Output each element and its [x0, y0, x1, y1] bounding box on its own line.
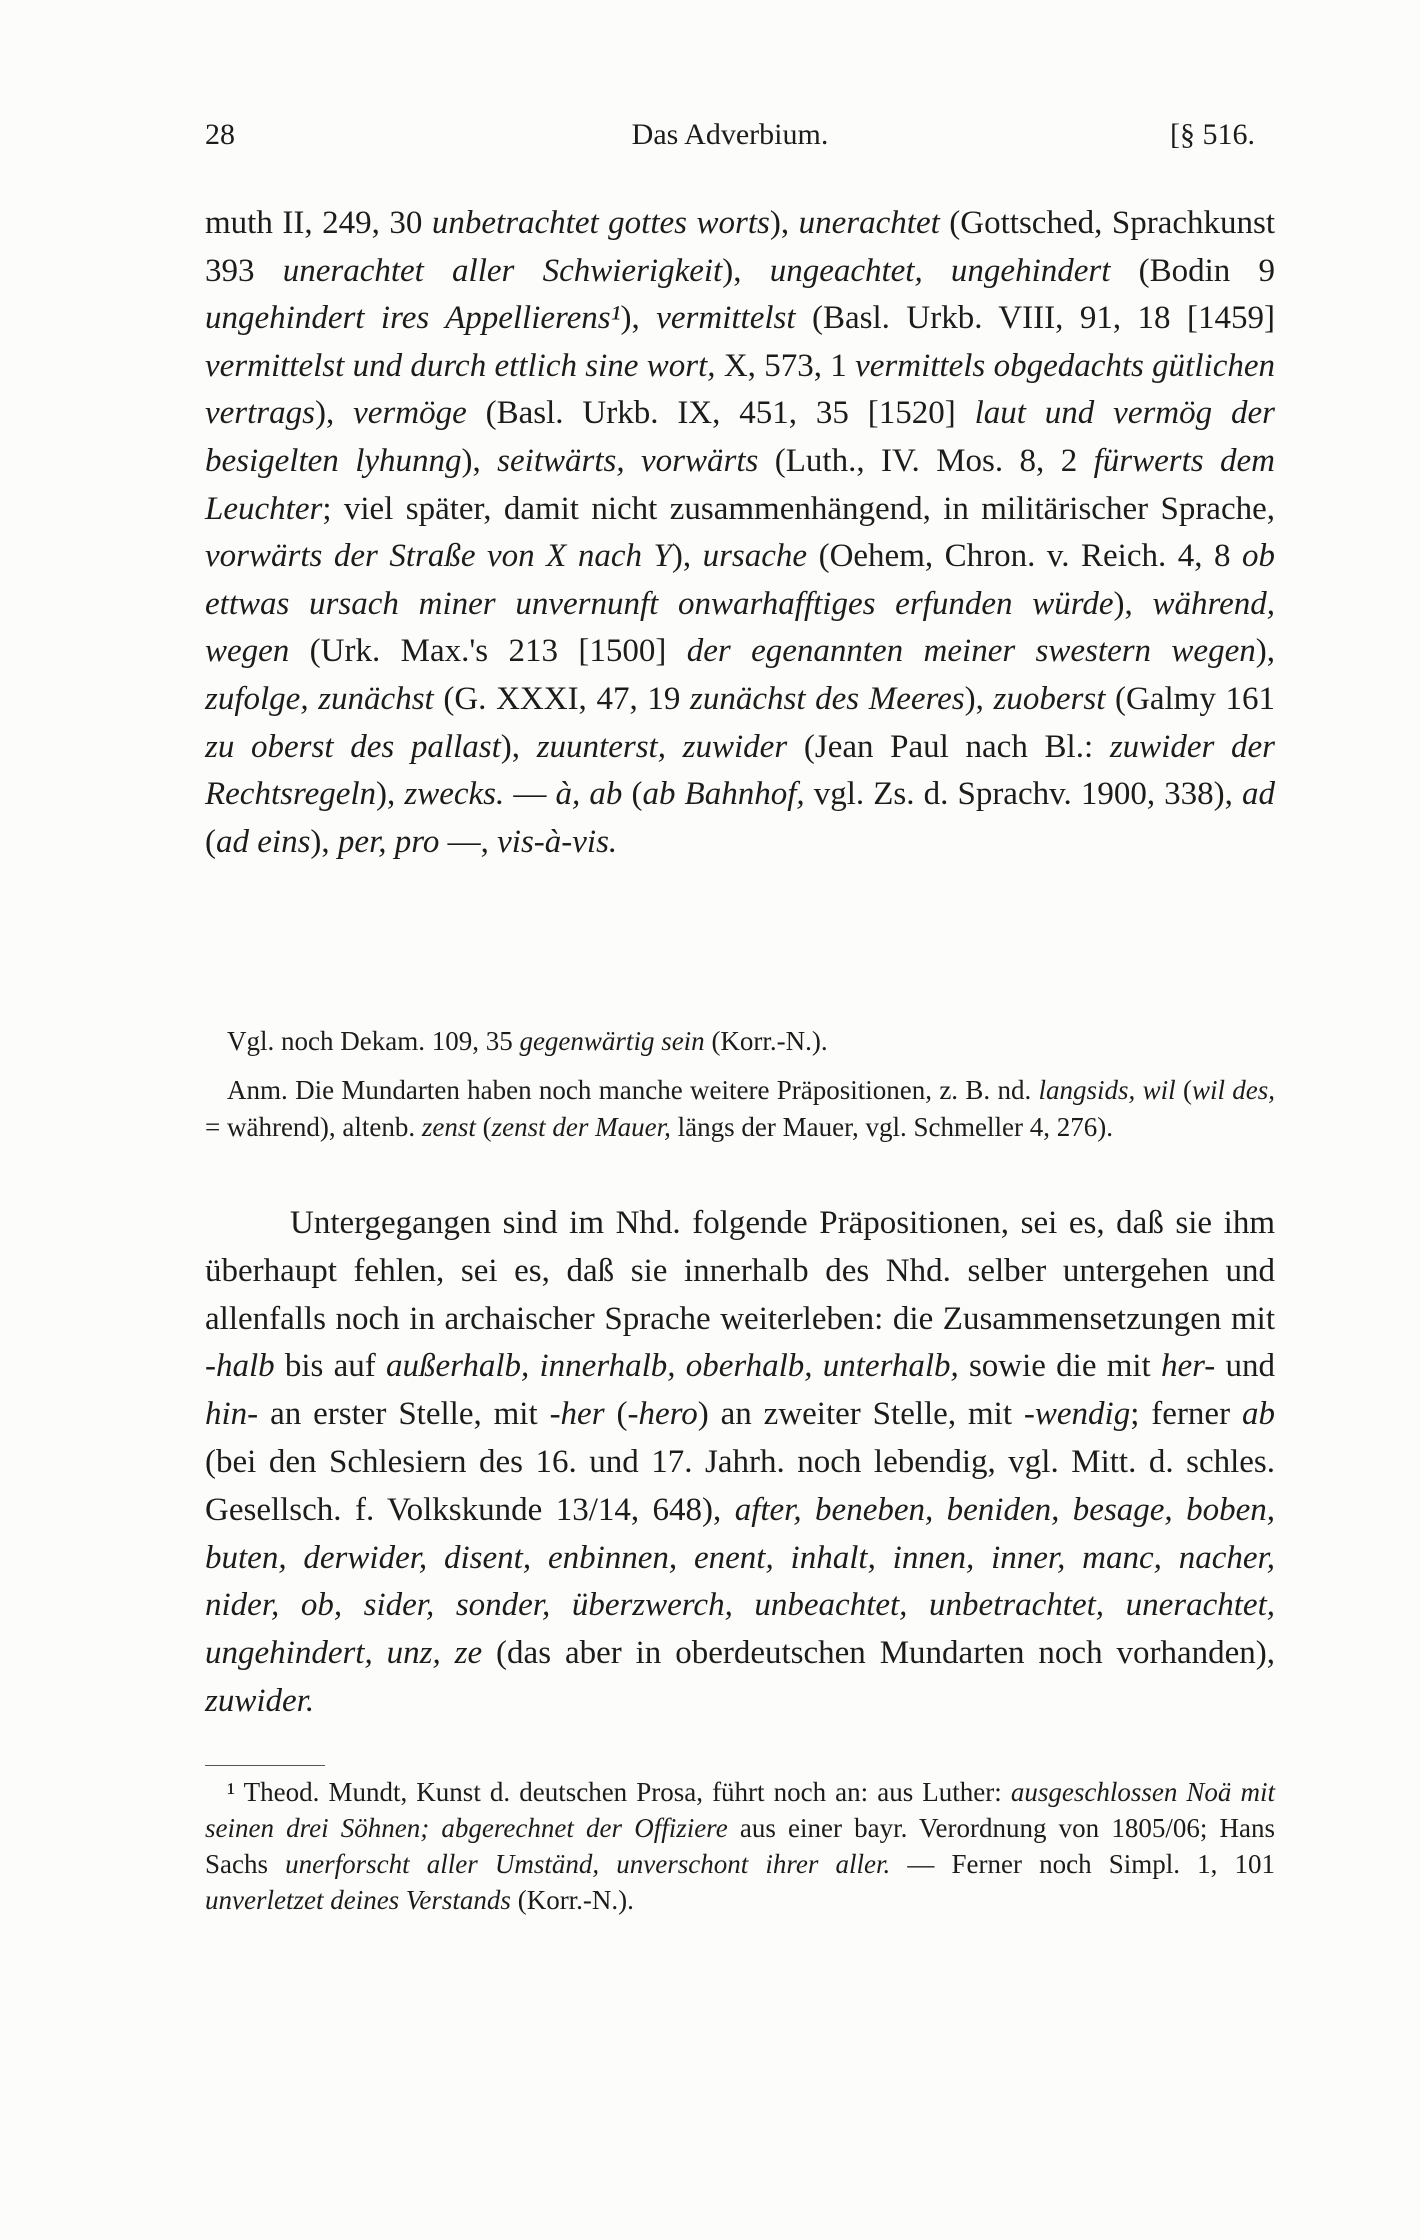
- italic-run: per, pro: [337, 823, 440, 860]
- text-run: vgl. Zs. d. Sprachv. 1900, 338),: [804, 776, 1243, 813]
- text-run: = während), altenb.: [205, 1112, 422, 1142]
- italic-run: -hero: [627, 1396, 698, 1433]
- text-run: — Ferner noch Simpl. 1, 101: [890, 1849, 1275, 1879]
- text-run: (Korr.-N.).: [510, 1885, 634, 1915]
- text-run: (Gottsched, Sprachkunst 393: [205, 205, 1275, 289]
- text-run: (Luth., IV. Mos. 8, 2: [758, 442, 1094, 479]
- text-run: Vgl. noch Dekam. 109, 35: [227, 1026, 520, 1056]
- italic-run: zwecks.: [404, 776, 505, 813]
- italic-run: während, wegen: [205, 585, 1275, 670]
- italic-run: ungeachtet, ungehindert: [769, 252, 1111, 289]
- text-run: (Bodin 9: [1110, 252, 1276, 289]
- text-run: ) an zweiter Stelle, mit: [697, 1396, 1024, 1433]
- text-run: (Urk. Max.'s 213 [1500]: [289, 633, 687, 670]
- text-run: (Jean Paul nach Bl.:: [787, 728, 1110, 765]
- text-run: muth II, 249, 30: [205, 205, 432, 241]
- footnote-rule: [205, 1765, 325, 1766]
- text-run: (: [1175, 1075, 1192, 1105]
- italic-run: -halb: [205, 1348, 275, 1385]
- text-run: (: [205, 823, 216, 860]
- italic-run: wil des,: [1191, 1075, 1276, 1105]
- running-title: Das Adverbium.: [631, 118, 829, 151]
- section-marker: [§ 516.: [1170, 118, 1255, 151]
- italic-run: der egenannten meiner swestern wegen: [686, 633, 1256, 670]
- text-run: ; ferner: [1130, 1396, 1242, 1433]
- text-run: (Basl. Urkb. IX, 451, 35 [1520]: [466, 395, 975, 432]
- italic-run: zufolge, zunächst: [205, 680, 434, 717]
- text-run: ),: [376, 776, 405, 813]
- italic-run: zunächst des Meeres: [689, 680, 965, 717]
- text-run: ),: [964, 680, 994, 717]
- paragraph-untergegangen: [205, 1200, 1275, 1726]
- italic-run: seitwärts, vorwärts: [497, 442, 759, 479]
- vgl-note: [205, 1020, 1275, 1062]
- italic-run: fürwerts dem Leuchter: [205, 442, 1276, 527]
- italic-run: ungehindert ires Appellierens¹: [205, 300, 621, 337]
- text-run: (bei den Schlesiern des 16. und 17. Jahrh. noch lebendig, vgl. Mitt. d. schles. Gesellsch. f. Volkskunde 13/14, 648),: [205, 1443, 1275, 1528]
- italic-run: zenst der Mauer,: [491, 1112, 671, 1142]
- italic-run: vermittels obgedachts gütlichen vertrags: [205, 347, 1275, 432]
- italic-run: ad: [1242, 776, 1276, 813]
- italic-run: zuwider.: [205, 1682, 315, 1719]
- text-run: ),: [310, 823, 338, 860]
- text-run: ; viel später, damit nicht zusammenhängend, in militärischer Sprache,: [322, 490, 1275, 527]
- text-run: ),: [315, 395, 354, 432]
- anmerkung-note: [205, 1072, 1275, 1146]
- italic-run: langsids, wil: [1038, 1075, 1176, 1105]
- text-run: ¹ Theod. Mundt, Kunst d. deutschen Prosa, führt noch an: aus Luther:: [227, 1777, 1011, 1807]
- italic-run: vorwärts der Straße von X nach Y: [205, 538, 672, 575]
- italic-run: ausgeschlossen Noä mit seinen drei Söhnen; abgerechnet der Offiziere: [205, 1777, 1275, 1843]
- italic-run: unbetrachtet gottes worts: [431, 205, 770, 241]
- italic-run: unerforscht aller Umständ, unverschont ihrer aller.: [285, 1849, 891, 1879]
- italic-run: zu oberst des pallast: [205, 728, 501, 765]
- italic-run: hin-: [205, 1396, 259, 1433]
- italic-run: ob ettwas ursach miner unvernunft onwarhafftiges erfunden würde: [205, 538, 1275, 622]
- italic-run: zuunterst, zuwider: [536, 728, 788, 765]
- italic-run: gegenwärtig sein: [519, 1026, 705, 1056]
- text-run: (: [604, 1396, 628, 1433]
- italic-run: à, ab: [555, 776, 623, 813]
- text-run: X, 573, 1: [715, 347, 856, 384]
- text-run: (das aber in oberdeutschen Mundarten noch vorhanden),: [482, 1635, 1276, 1672]
- italic-run: -her: [549, 1396, 605, 1433]
- italic-run: vis-à-vis.: [497, 823, 618, 860]
- italic-run: unerachtet: [798, 205, 940, 241]
- footnote: [205, 1774, 1275, 1918]
- italic-run: zuwider der Rechtsregeln: [205, 728, 1276, 813]
- text-run: bis auf: [274, 1348, 386, 1385]
- italic-run: ad eins: [216, 823, 311, 860]
- italic-run: zenst: [421, 1112, 476, 1142]
- text-run: aus einer bayr. Verordnung von 1805/06; Hans Sachs: [205, 1813, 1275, 1879]
- text-run: (: [622, 776, 643, 813]
- text-run: (Basl. Urkb. VIII, 91, 18 [1459]: [795, 300, 1275, 337]
- running-header: [205, 118, 1255, 158]
- italic-run: unverletzet deines Verstands: [205, 1885, 511, 1915]
- italic-run: vermittelst: [656, 300, 796, 337]
- text-run: ),: [1113, 585, 1153, 622]
- italic-run: after, beneben, beniden, besage, boben, buten, derwider, disent, enbinnen, enent, inhalt, innen, inner, manc, nacher, nider, ob, sider, sonder, überzwerch, unbeachtet, unbetrachtet, unerachtet, ungehindert, unz, ze: [205, 1491, 1275, 1672]
- italic-run: -wendig: [1023, 1396, 1131, 1433]
- italic-run: zuoberst: [993, 680, 1106, 717]
- text-run: (: [475, 1112, 492, 1142]
- italic-run: laut und vermög der besigelten lyhunng: [205, 395, 1275, 479]
- text-run: ),: [722, 252, 770, 289]
- italic-run: vermittelst und durch ettlich sine wort,: [205, 347, 716, 384]
- italic-run: ab Bahnhof,: [642, 776, 805, 813]
- text-run: (Korr.-N.).: [704, 1026, 828, 1056]
- text-run: Untergegangen sind im Nhd. folgende Präpositionen, sei es, daß sie ihm überhaupt fehlen, sei es, daß sie innerhalb des Nhd. selber untergehen und allenfalls noch in archaischer Sprache weiterleben: die Zusammensetzungen mit: [205, 1205, 1275, 1337]
- text-run: an erster Stelle, mit: [258, 1396, 550, 1433]
- italic-run: außerhalb, innerhalb, oberhalb, unterhalb,: [385, 1348, 959, 1385]
- text-run: sowie die mit: [958, 1348, 1161, 1385]
- text-run: und: [1215, 1348, 1275, 1385]
- italic-run: unerachtet aller Schwierigkeit: [282, 252, 723, 289]
- italic-run: her-: [1160, 1348, 1216, 1385]
- italic-run: ursache: [702, 538, 808, 575]
- italic-run: ab: [1241, 1396, 1275, 1433]
- text-run: ),: [769, 205, 799, 241]
- text-run: (Galmy 161: [1105, 680, 1275, 717]
- text-run: ),: [461, 442, 498, 479]
- paragraph-continuation: [205, 200, 1275, 866]
- italic-run: vermöge: [353, 395, 467, 432]
- text-run: (Oehem, Chron. v. Reich. 4, 8: [807, 538, 1242, 575]
- text-run: ),: [500, 728, 537, 765]
- text-run: Anm. Die Mundarten haben noch manche weitere Präpositionen, z. B. nd.: [227, 1075, 1039, 1105]
- page-number: 28: [205, 118, 235, 151]
- text-run: ),: [671, 538, 703, 575]
- text-run: längs der Mauer, vgl. Schmeller 4, 276).: [670, 1112, 1113, 1142]
- text-run: ),: [620, 300, 657, 337]
- text-run: ),: [1255, 633, 1275, 670]
- text-run: —,: [439, 823, 498, 860]
- text-run: (G. XXXI, 47, 19: [433, 680, 690, 717]
- text-run: —: [504, 776, 556, 813]
